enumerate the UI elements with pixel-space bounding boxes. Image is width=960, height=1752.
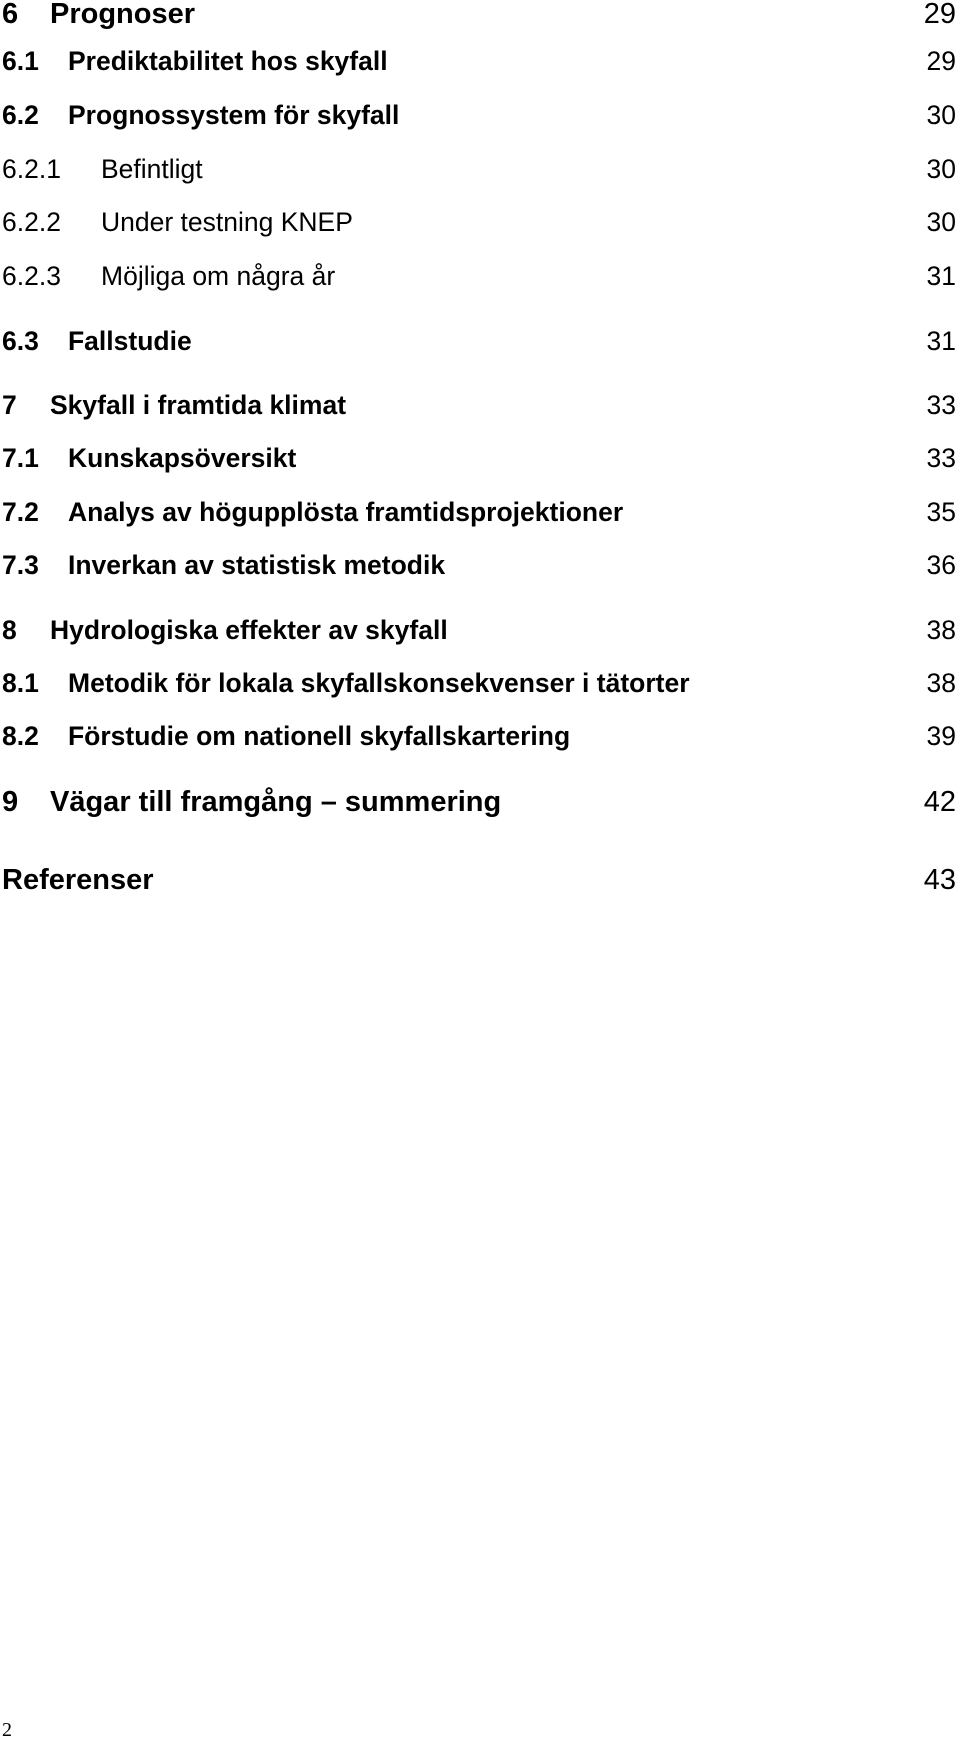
- toc-entry-6-1[interactable]: [0, 41, 960, 81]
- toc-entry-6-2-2[interactable]: [0, 202, 960, 242]
- page-number: 2: [2, 1719, 12, 1741]
- toc-entry-title: Under testning KNEP: [101, 207, 353, 237]
- toc-entry-title: Prediktabilitet hos skyfall: [68, 46, 388, 76]
- toc-entry-page: 29: [926, 46, 956, 76]
- toc-entry-number: 6.2.3: [2, 261, 61, 291]
- toc-entry-7-1[interactable]: [0, 438, 960, 478]
- toc-entry-title: Vägar till framgång – summering: [50, 786, 502, 818]
- toc-entry-number: 7: [2, 390, 17, 420]
- toc-entry-number: 6: [2, 0, 19, 30]
- toc-entry-number: 8: [2, 615, 17, 645]
- toc-entry-number: 9: [2, 786, 19, 818]
- toc-entry-8-2[interactable]: [0, 716, 960, 756]
- toc-entry-title: Skyfall i framtida klimat: [50, 390, 347, 420]
- toc-entry-page: 30: [926, 207, 956, 237]
- toc-entry-page: 38: [926, 615, 956, 645]
- toc-entry-6-2-1[interactable]: [0, 149, 960, 189]
- toc-entry-number: 8.1: [2, 668, 39, 698]
- toc-entry-7-3[interactable]: [0, 545, 960, 585]
- toc-entry-page: 29: [923, 0, 956, 30]
- toc-entry-title: Prognossystem för skyfall: [68, 100, 400, 130]
- toc-entry-page: 30: [926, 154, 956, 184]
- toc-entry-7[interactable]: [0, 385, 960, 425]
- toc-entry-6-2[interactable]: [0, 95, 960, 135]
- toc-entry-title: Inverkan av statistisk metodik: [68, 550, 446, 580]
- toc-entry-number: 6.2: [2, 100, 39, 130]
- toc-entry-title: Metodik för lokala skyfallskonsekvenser i tätorter: [68, 668, 690, 698]
- toc-entry-page: 42: [923, 786, 956, 818]
- toc-entry-page: 36: [926, 550, 956, 580]
- toc-entry-page: 38: [926, 668, 956, 698]
- toc-entry-title: Befintligt: [101, 154, 203, 184]
- toc-entry-page: 39: [926, 721, 956, 751]
- toc-entry-page: 31: [926, 261, 956, 291]
- toc-entry-title: Analys av högupplösta framtidsprojektioner: [68, 497, 624, 527]
- toc-entry-title: Hydrologiska effekter av skyfall: [50, 615, 448, 645]
- toc-entry-6[interactable]: [0, 0, 960, 34]
- toc-entry-title: Fallstudie: [68, 326, 192, 356]
- toc-entry-title: Prognoser: [50, 0, 196, 30]
- toc-entry-8[interactable]: [0, 610, 960, 650]
- toc-entry-page: 33: [926, 390, 956, 420]
- toc-entry-page: 31: [926, 326, 956, 356]
- toc-entry-number: 7.1: [2, 443, 39, 473]
- toc-entry-number: 6.2.2: [2, 207, 61, 237]
- toc-entry-6-3[interactable]: [0, 321, 960, 361]
- toc-entry-page: 33: [926, 443, 956, 473]
- toc-entry-title: Referenser: [2, 864, 154, 896]
- toc-entry-9[interactable]: [0, 782, 960, 822]
- toc-entry-title: Möjliga om några år: [101, 261, 336, 291]
- toc-entry-referenser[interactable]: [0, 860, 960, 900]
- toc-entry-number: 6.1: [2, 46, 39, 76]
- toc-entry-title: Förstudie om nationell skyfallskartering: [68, 721, 571, 751]
- toc-entry-page: 43: [923, 864, 956, 896]
- toc-entry-8-1[interactable]: [0, 663, 960, 703]
- toc-entry-page: 30: [926, 100, 956, 130]
- toc-entry-number: 7.3: [2, 550, 39, 580]
- toc-entry-page: 35: [926, 497, 956, 527]
- toc-entry-title: Kunskapsöversikt: [68, 443, 297, 473]
- toc-entry-number: 6.2.1: [2, 154, 61, 184]
- toc-entry-number: 6.3: [2, 326, 39, 356]
- toc-entry-6-2-3[interactable]: [0, 256, 960, 296]
- toc-entry-7-2[interactable]: [0, 492, 960, 532]
- toc-entry-number: 8.2: [2, 721, 39, 751]
- toc-entry-number: 7.2: [2, 497, 39, 527]
